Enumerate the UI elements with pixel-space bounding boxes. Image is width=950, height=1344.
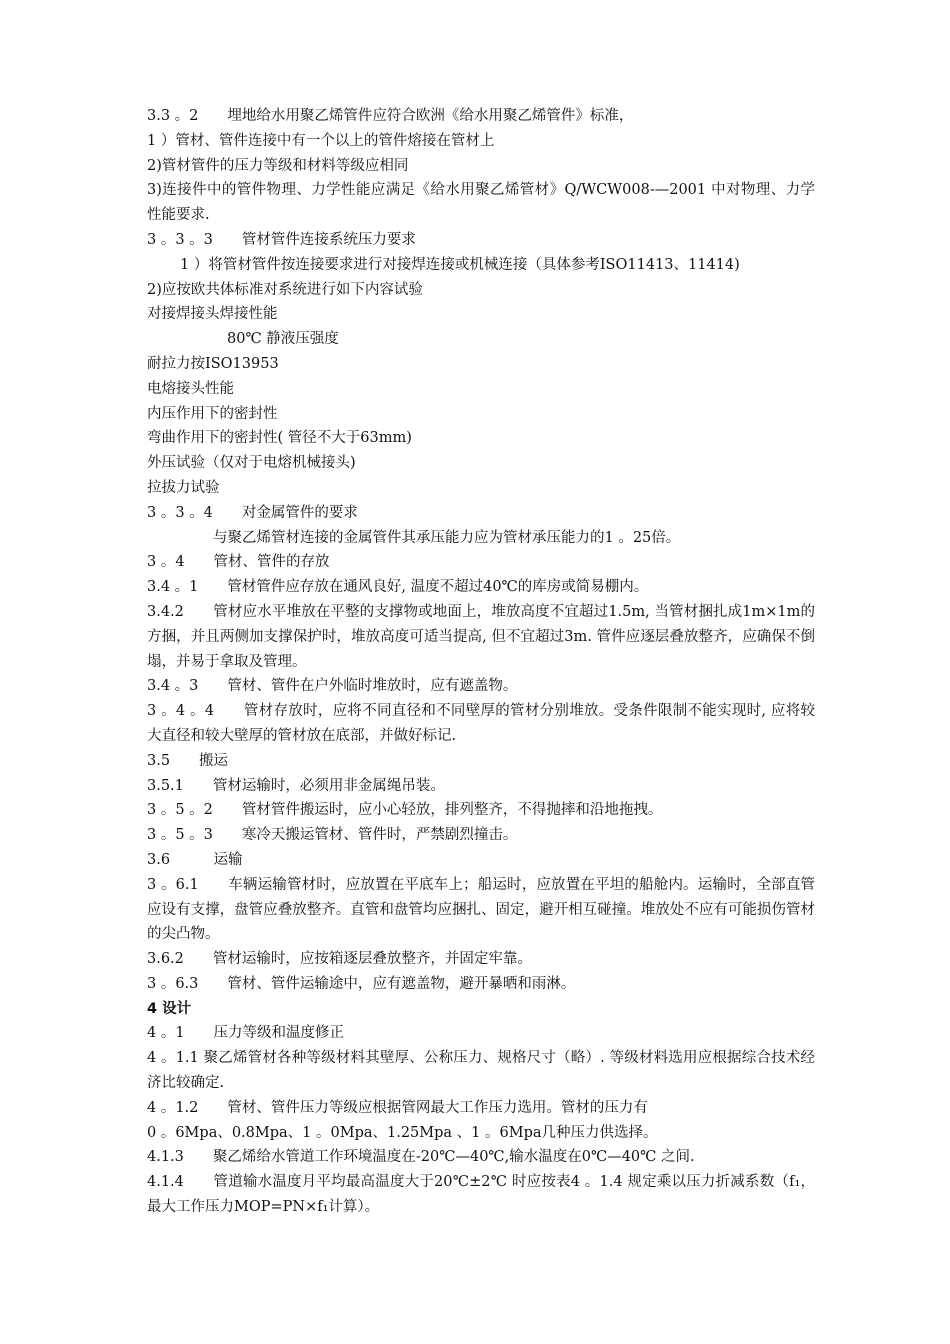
paragraph-line: 4 。1.2 管材、管件压力等级应根据管网最大工作压力选用。管材的压力有 xyxy=(147,1099,648,1116)
paragraph-line: 80℃ 静液压强度 xyxy=(227,331,339,348)
paragraph-line: 拉拔力试验 xyxy=(147,479,220,496)
paragraph-line: 外压试验（仅对于电熔机械接头) xyxy=(147,455,356,472)
paragraph-line: 4.1.4 管道输水温度月平均最高温度大于20℃±2℃ 时应按表4 。1.4 规定乘以压力折减系数（f₁，最大工作压力MOP=PN×f₁计算）。 xyxy=(147,1174,815,1216)
paragraph-line: 3.5.1 管材运输时，必须用非金属绳吊装。 xyxy=(147,777,445,794)
paragraph-line: 3 。3 。3 管材管件连接系统压力要求 xyxy=(147,231,416,248)
paragraph-line: 3 。6.1 车辆运输管材时，应放置在平底车上；船运时，应放置在平坦的船舱内。运输时，全部直管应设有支撑，盘管应叠放整齐。直管和盘管均应捆扎、固定，避开相互碰撞。堆放处不应有可能损伤管材的尖凸物。 xyxy=(147,876,815,943)
paragraph-line: 4 。1 压力等级和温度修正 xyxy=(147,1025,345,1042)
paragraph-line: 耐拉力按ISO13953 xyxy=(147,355,279,372)
paragraph-line: 3.4.2 管材应水平堆放在平整的支撑物或地面上，堆放高度不宜超过1.5m, 当管材捆扎成1m×1m的方捆，并且两侧加支撑保护时，堆放高度可适当提高, 但不宜超过3m. 管件应逐层叠放整齐，应确保不倒塌，并易于拿取及管理。 xyxy=(147,603,815,670)
paragraph-line: 与聚乙烯管材连接的金属管件其承压能力应为管材承压能力的1 。25倍。 xyxy=(213,529,681,546)
paragraph-line: 4.1.3 聚乙烯给水管道工作环境温度在-20℃—40℃,输水温度在0℃—40℃ 之间. xyxy=(147,1149,695,1166)
paragraph-line: 4 。1.1 聚乙烯管材各种等级材料其壁厚、公称压力、规格尺寸（略）. 等级材料选用应根据综合技术经济比较确定. xyxy=(147,1050,815,1092)
paragraph-line: 电熔接头性能 xyxy=(147,380,234,397)
paragraph-line: 3 。4 。4 管材存放时，应将不同直径和不同壁厚的管材分别堆放。受条件限制不能实现时, 应将较大直径和较大壁厚的管材放在底部，并做好标记. xyxy=(147,703,815,744)
paragraph-line: 1 ）将管材管件按连接要求进行对接焊连接或机械连接（具体参考ISO11413、11414) xyxy=(180,256,740,273)
paragraph-line: 2)应按欧共体标准对系统进行如下内容试验 xyxy=(147,281,423,298)
paragraph-line: 3 。5 。3 寒冷天搬运管材、管件时，严禁剧烈撞击。 xyxy=(147,827,518,844)
paragraph-line: 3 。5 。2 管材管件搬运时，应小心轻放，排列整齐，不得抛摔和沿地拖拽。 xyxy=(147,802,663,819)
paragraph-line: 3)连接件中的管件物理、力学性能应满足《给水用聚乙烯管材》Q/WCW008-—2001 中对物理、力学性能要求. xyxy=(147,182,815,224)
paragraph-line: 内压作用下的密封性 xyxy=(147,405,278,422)
paragraph-line: 3.3 。2 埋地给水用聚乙烯管件应符合欧洲《给水用聚乙烯管件》标准， xyxy=(147,108,634,124)
paragraph-line: 3 。6.3 管材、管件运输途中，应有遮盖物，避开暴晒和雨淋。 xyxy=(147,975,576,992)
paragraph-line: 3.5 搬运 xyxy=(147,752,229,769)
paragraph-line: 3 。3 。4 对金属管件的要求 xyxy=(147,504,358,521)
paragraph-line: 2)管材管件的压力等级和材料等级应相同 xyxy=(147,157,409,174)
paragraph-line: 3.4 。1 管材管件应存放在通风良好, 温度不超过40℃的库房或简易棚内。 xyxy=(147,579,649,596)
paragraph-line: 3.6.2 管材运输时，应按箱逐层叠放整齐，并固定牢靠。 xyxy=(147,951,532,968)
paragraph-line: 对接焊接头焊接性能 xyxy=(147,306,278,323)
paragraph-line: 0 。6Mpa、0.8Mpa、1 。0Mpa、1.25Mpa 、1 。6Mpa几种压力供选择。 xyxy=(147,1124,658,1141)
paragraph-line: 3 。4 管材、管件的存放 xyxy=(147,554,330,571)
paragraph-line: 3.6 运输 xyxy=(147,851,243,868)
document-body xyxy=(147,104,815,1220)
paragraph-line: 1 ）管材、管件连接中有一个以上的管件熔接在管材上 xyxy=(147,132,495,149)
paragraph-line: 3.4 。3 管材、管件在户外临时堆放时，应有遮盖物。 xyxy=(147,678,518,695)
section-heading: 4 设计 xyxy=(147,1000,192,1017)
paragraph-line: 弯曲作用下的密封性( 管径不大于63mm) xyxy=(147,430,412,447)
